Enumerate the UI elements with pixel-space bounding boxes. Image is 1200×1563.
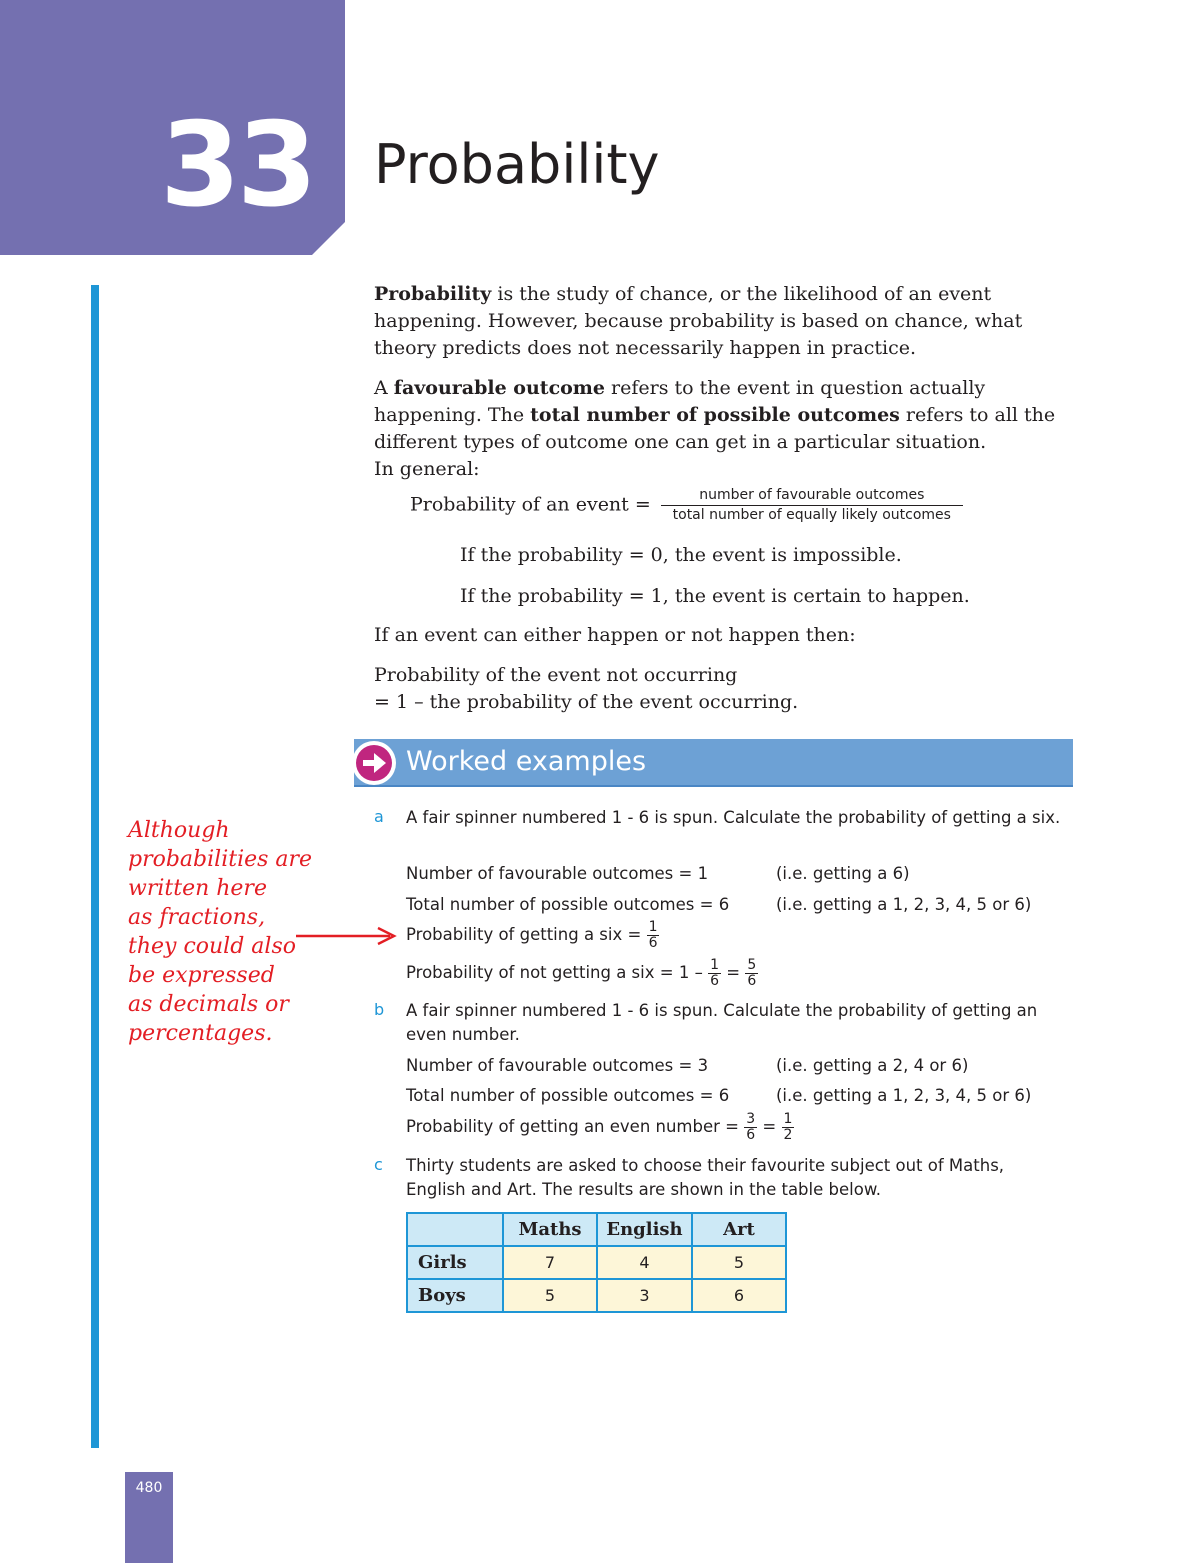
table-row [407, 1246, 786, 1279]
rule-zero: If the probability = 0, the event is impossible. [460, 544, 902, 566]
denominator: 6 [746, 1127, 756, 1143]
example-c-letter: c [374, 1155, 383, 1174]
equals-sign: = [726, 963, 741, 982]
example-a-letter: a [374, 807, 384, 826]
example-a-question: A fair spinner numbered 1 - 6 is spun. Calculate the probability of getting a six. [406, 808, 1061, 827]
margin-note-line: they could also [128, 934, 296, 959]
numerator: 1 [648, 919, 658, 935]
example-b-letter: b [374, 1000, 385, 1019]
margin-note-line: written here [128, 876, 267, 901]
denominator: 6 [710, 973, 719, 989]
column-header-maths: Maths [503, 1213, 597, 1246]
chapter-number: 33 [160, 98, 314, 233]
table-cell: 6 [692, 1279, 786, 1312]
formula-numerator: number of favourable outcomes [661, 486, 963, 506]
in-general-label: In general: [374, 458, 480, 480]
denominator: 2 [783, 1127, 793, 1143]
intro-paragraph-1 [374, 281, 1064, 362]
table-row [407, 1279, 786, 1312]
example-a-not-label: Probability of not getting a six = 1 – [406, 963, 703, 982]
numerator: 1 [783, 1111, 793, 1127]
table-cell: 4 [597, 1246, 692, 1279]
term-probability: Probability [374, 283, 492, 305]
row-header-girls: Girls [407, 1246, 503, 1279]
table-cell: 7 [503, 1246, 597, 1279]
text: A [374, 377, 394, 399]
table-cell: 3 [597, 1279, 692, 1312]
numerator: 5 [747, 957, 757, 973]
example-a-favourable-note: (i.e. getting a 6) [776, 864, 910, 883]
text: refers to all the different types of outcome one can get in a particular situation. [374, 404, 1056, 453]
example-b-total: Total number of possible outcomes = 6 [406, 1086, 730, 1105]
numerator: 1 [710, 957, 719, 973]
example-b-probability-label: Probability of getting an even number = [406, 1117, 739, 1136]
table-header-row [407, 1213, 786, 1246]
example-a-favourable: Number of favourable outcomes = 1 [406, 864, 709, 883]
formula-denominator: total number of equally likely outcomes [672, 507, 951, 523]
example-a-total-note: (i.e. getting a 1, 2, 3, 4, 5 or 6) [776, 895, 1032, 914]
chapter-title: Probability [374, 133, 660, 196]
table-cell: 5 [692, 1246, 786, 1279]
intro-text-1: is the study of chance, or the likelihood of an event happening. However, because probability is based on chance, what theory predicts does not necessarily happen in practice. [374, 283, 1023, 359]
example-b-favourable: Number of favourable outcomes = 3 [406, 1056, 709, 1075]
fraction-three-sixths [744, 1112, 757, 1143]
term-total-outcomes: total number of possible outcomes [530, 404, 900, 426]
table-corner-cell [407, 1213, 503, 1246]
results-table [406, 1212, 787, 1313]
formula-fraction [661, 486, 963, 525]
probability-formula [410, 486, 963, 525]
margin-rule [91, 285, 99, 1448]
page-number: 480 [135, 1480, 163, 1496]
row-header-boys: Boys [407, 1279, 503, 1312]
example-b-probability [406, 1112, 794, 1143]
margin-note-line: as decimals or [128, 992, 289, 1017]
either-text: If an event can either happen or not happen then: [374, 624, 856, 646]
table-cell: 5 [503, 1279, 597, 1312]
example-c-question: Thirty students are asked to choose their favourite subject out of Maths, English and Art. The results are shown in the table below. [406, 1156, 1005, 1199]
example-b-favourable-note: (i.e. getting a 2, 4 or 6) [776, 1056, 969, 1075]
example-b-total-note: (i.e. getting a 1, 2, 3, 4, 5 or 6) [776, 1086, 1032, 1105]
example-b-question: A fair spinner numbered 1 - 6 is spun. Calculate the probability of getting an even number. [406, 1001, 1038, 1044]
term-favourable-outcome: favourable outcome [393, 377, 606, 399]
numerator: 3 [746, 1111, 756, 1127]
margin-note-line: probabilities are [128, 847, 313, 872]
column-header-art: Art [692, 1213, 786, 1246]
rule-one: If the probability = 1, the event is certain to happen. [460, 585, 970, 607]
banner-underline [354, 785, 1073, 787]
margin-note-line: be expressed [128, 963, 275, 988]
fraction-one-sixth [708, 958, 721, 989]
denominator: 6 [747, 973, 757, 989]
note-arrow-icon [294, 926, 404, 946]
fraction-one-half [782, 1112, 795, 1143]
fraction-five-sixths [745, 958, 758, 989]
margin-note-line: Although [128, 818, 230, 843]
example-a-total: Total number of possible outcomes = 6 [406, 895, 730, 914]
formula-lhs: Probability of an event = [410, 493, 651, 516]
example-a-not-probability [406, 958, 758, 989]
not-occurring-line-1: Probability of the event not occurring [374, 664, 738, 686]
not-occurring-line-2: = 1 – the probability of the event occurring. [374, 691, 799, 713]
example-a-probability [406, 920, 659, 951]
denominator: 6 [648, 935, 658, 951]
example-a-probability-label: Probability of getting a six = [406, 925, 642, 944]
worked-examples-title: Worked examples [406, 746, 647, 777]
equals-sign: = [762, 1117, 777, 1136]
margin-note-line: percentages. [128, 1021, 273, 1046]
arrow-right-icon [356, 745, 392, 781]
text: refers to the event in question actually happening. The [374, 377, 986, 426]
margin-note-line: as fractions, [128, 905, 266, 930]
column-header-english: English [597, 1213, 692, 1246]
fraction-one-sixth [647, 920, 660, 951]
intro-paragraph-2 [374, 375, 1064, 483]
